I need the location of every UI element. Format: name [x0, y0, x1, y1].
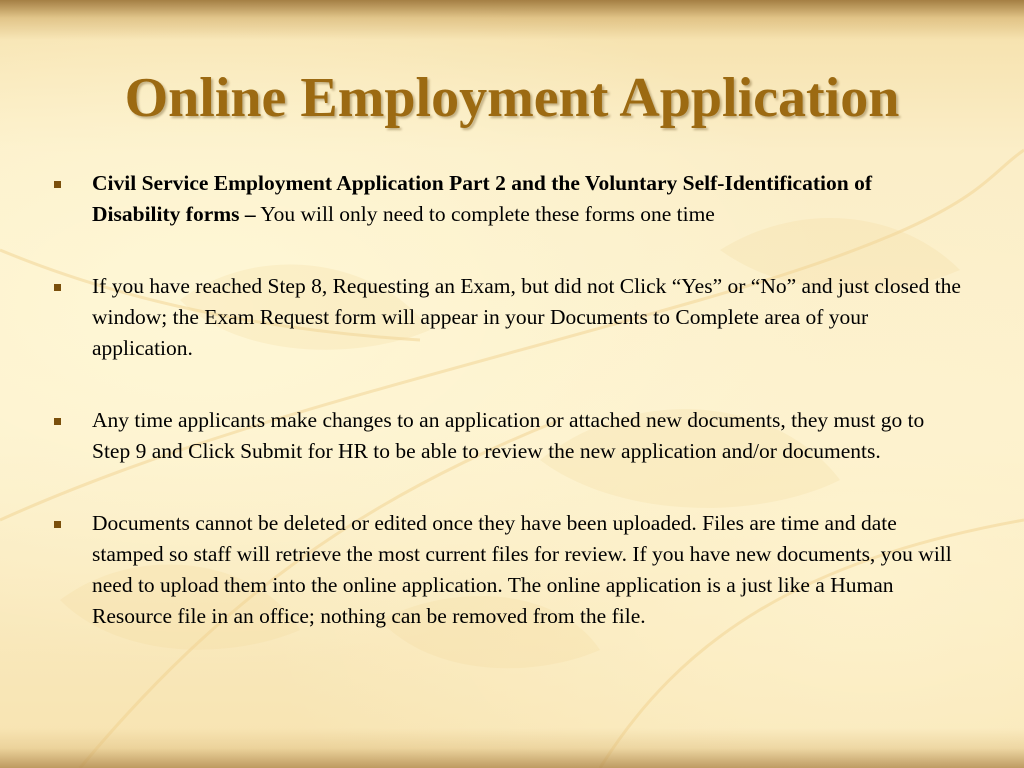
square-bullet-icon	[54, 521, 61, 528]
bullet-text: If you have reached Step 8, Requesting an Exam, but did not Click “Yes” or “No” and just closed the window; the Exam Request form will appear in your Documents to Complete area of your application.	[92, 274, 961, 360]
bullet-list	[52, 168, 962, 632]
square-bullet-icon	[54, 418, 61, 425]
bullet-item	[52, 405, 962, 467]
bullet-item	[52, 168, 962, 230]
bullet-bold-text: Civil Service Employment Application Part 2 and the Voluntary Self-Identification of Disability forms –	[92, 171, 872, 226]
bullet-item	[52, 271, 962, 364]
top-shade	[0, 0, 1024, 40]
bullet-item	[52, 508, 962, 632]
bullet-text: Documents cannot be deleted or edited once they have been uploaded. Files are time and date stamped so staff will retrieve the most current files for review. If you have new documents, you will need to upload them into the online application. The online application is a just like a Human Resource file in an office; nothing can be removed from the file.	[92, 511, 952, 628]
bullet-text: Any time applicants make changes to an application or attached new documents, they must go to Step 9 and Click Submit for HR to be able to review the new application and/or documents.	[92, 408, 925, 463]
slide-title: Online Employment Application	[124, 67, 900, 129]
bottom-shade	[0, 728, 1024, 768]
bullet-text: You will only need to complete these forms one time	[255, 202, 715, 226]
square-bullet-icon	[54, 181, 61, 188]
square-bullet-icon	[54, 284, 61, 291]
